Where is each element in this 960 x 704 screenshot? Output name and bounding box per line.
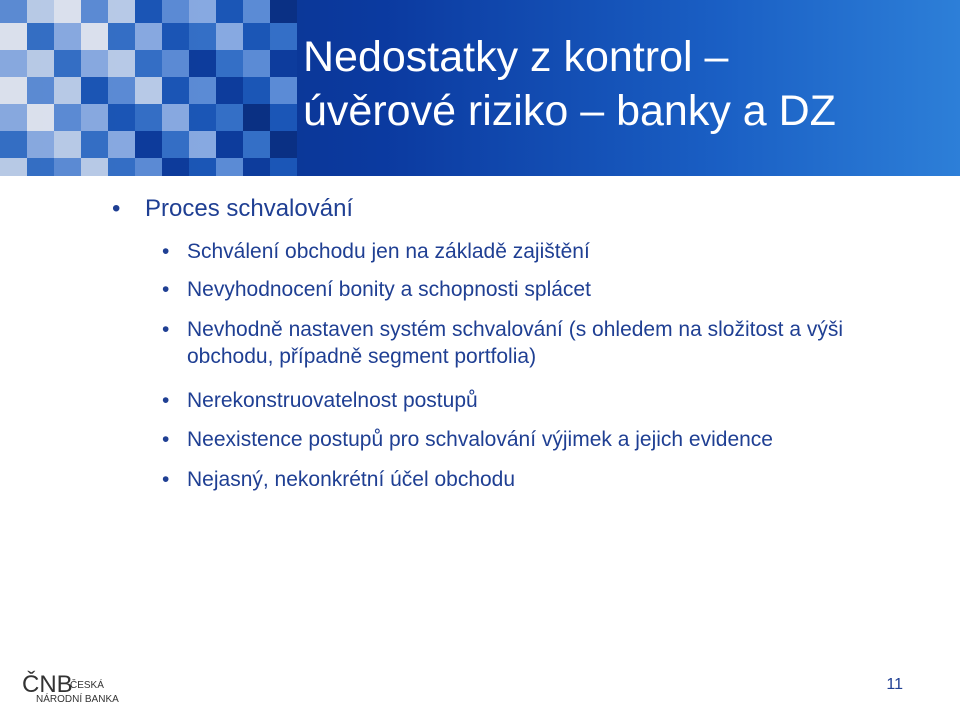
mosaic-cell [270, 77, 297, 104]
list-item-text: Nevhodně nastaven systém schvalování (s ohledem na složitost a výši obchodu, případně segment portfolia) [187, 318, 843, 368]
mosaic-cell [81, 50, 108, 77]
mosaic-cell [27, 158, 54, 176]
mosaic-cell [162, 104, 189, 131]
mosaic-cell [270, 23, 297, 50]
mosaic-cell [108, 0, 135, 23]
bullet-icon: • [162, 240, 170, 263]
mosaic-cell [162, 23, 189, 50]
mosaic-cell [108, 131, 135, 158]
mosaic-cell [0, 131, 27, 158]
list-item [162, 238, 882, 265]
mosaic-cell [135, 77, 162, 104]
mosaic-cell [243, 131, 270, 158]
mosaic-cell [216, 50, 243, 77]
bullet-icon: • [162, 318, 170, 341]
bullet-icon: • [162, 428, 170, 451]
list-item [162, 316, 882, 370]
mosaic-cell [162, 77, 189, 104]
mosaic-cell [189, 23, 216, 50]
mosaic-cell [162, 0, 189, 23]
mosaic-cell [27, 104, 54, 131]
logo-mark: ČNB [22, 671, 73, 698]
list-item-text: Schválení obchodu jen na základě zajištění [187, 240, 590, 263]
bullet-icon: • [162, 389, 170, 412]
mosaic-cell [54, 50, 81, 77]
mosaic-cell [0, 104, 27, 131]
list-item-text: Nerekonstruovatelnost postupů [187, 389, 478, 412]
mosaic-cell [270, 0, 297, 23]
mosaic-cell [81, 158, 108, 176]
mosaic-cell [216, 77, 243, 104]
mosaic-cell [81, 77, 108, 104]
cnb-logo [22, 664, 162, 704]
mosaic-cell [189, 104, 216, 131]
mosaic-cell [81, 104, 108, 131]
mosaic-cell [135, 131, 162, 158]
mosaic-cell [189, 50, 216, 77]
mosaic-cell [54, 0, 81, 23]
mosaic-cell [27, 0, 54, 23]
mosaic-cell [243, 23, 270, 50]
mosaic-decoration [0, 0, 300, 176]
logo-line-2: NÁRODNÍ BANKA [36, 694, 119, 704]
list-item [162, 387, 882, 414]
mosaic-cell [189, 131, 216, 158]
mosaic-cell [162, 50, 189, 77]
mosaic-cell [81, 23, 108, 50]
mosaic-cell [162, 158, 189, 176]
mosaic-cell [189, 77, 216, 104]
mosaic-cell [135, 158, 162, 176]
mosaic-cell [135, 104, 162, 131]
mosaic-cell [189, 0, 216, 23]
mosaic-cell [27, 50, 54, 77]
mosaic-cell [216, 158, 243, 176]
bullet-icon: • [112, 195, 121, 222]
mosaic-cell [81, 131, 108, 158]
mosaic-cell [243, 104, 270, 131]
logo-line-1: ČESKÁ [70, 680, 104, 691]
main-bullet-text: Proces schvalování [145, 195, 354, 222]
mosaic-cell [135, 23, 162, 50]
bullet-icon: • [162, 278, 170, 301]
slide-title-line-1: Nedostatky z kontrol – [303, 33, 729, 81]
mosaic-cell [0, 23, 27, 50]
mosaic-cell [27, 131, 54, 158]
mosaic-cell [108, 23, 135, 50]
mosaic-cell [54, 158, 81, 176]
list-item [162, 466, 882, 493]
mosaic-cell [216, 131, 243, 158]
mosaic-cell [270, 104, 297, 131]
mosaic-cell [243, 50, 270, 77]
mosaic-cell [270, 131, 297, 158]
mosaic-cell [135, 50, 162, 77]
mosaic-cell [27, 77, 54, 104]
mosaic-cell [108, 50, 135, 77]
list-item-text: Neexistence postupů pro schvalování výjimek a jejich evidence [187, 428, 773, 451]
mosaic-cell [243, 0, 270, 23]
list-item [162, 276, 882, 303]
mosaic-cell [0, 0, 27, 23]
slide-header [0, 0, 960, 176]
list-item-text: Nevyhodnocení bonity a schopnosti splácet [187, 278, 591, 301]
mosaic-cell [162, 131, 189, 158]
list-item [162, 426, 882, 453]
mosaic-cell [54, 23, 81, 50]
mosaic-cell [216, 23, 243, 50]
mosaic-cell [216, 0, 243, 23]
mosaic-cell [216, 104, 243, 131]
mosaic-cell [54, 131, 81, 158]
list-item-text: Nejasný, nekonkrétní účel obchodu [187, 468, 516, 491]
mosaic-cell [189, 158, 216, 176]
mosaic-cell [0, 77, 27, 104]
mosaic-cell [270, 50, 297, 77]
mosaic-cell [243, 158, 270, 176]
slide-title [303, 30, 836, 138]
mosaic-cell [54, 77, 81, 104]
mosaic-cell [108, 77, 135, 104]
mosaic-cell [108, 104, 135, 131]
page-number: 11 [886, 676, 903, 693]
mosaic-cell [27, 23, 54, 50]
mosaic-cell [0, 158, 27, 176]
mosaic-cell [54, 104, 81, 131]
bullet-icon: • [162, 468, 170, 491]
mosaic-cell [135, 0, 162, 23]
slide-title-line-2: úvěrové riziko – banky a DZ [303, 87, 836, 135]
mosaic-cell [108, 158, 135, 176]
mosaic-cell [243, 77, 270, 104]
mosaic-cell [81, 0, 108, 23]
mosaic-cell [270, 158, 297, 176]
mosaic-cell [0, 50, 27, 77]
